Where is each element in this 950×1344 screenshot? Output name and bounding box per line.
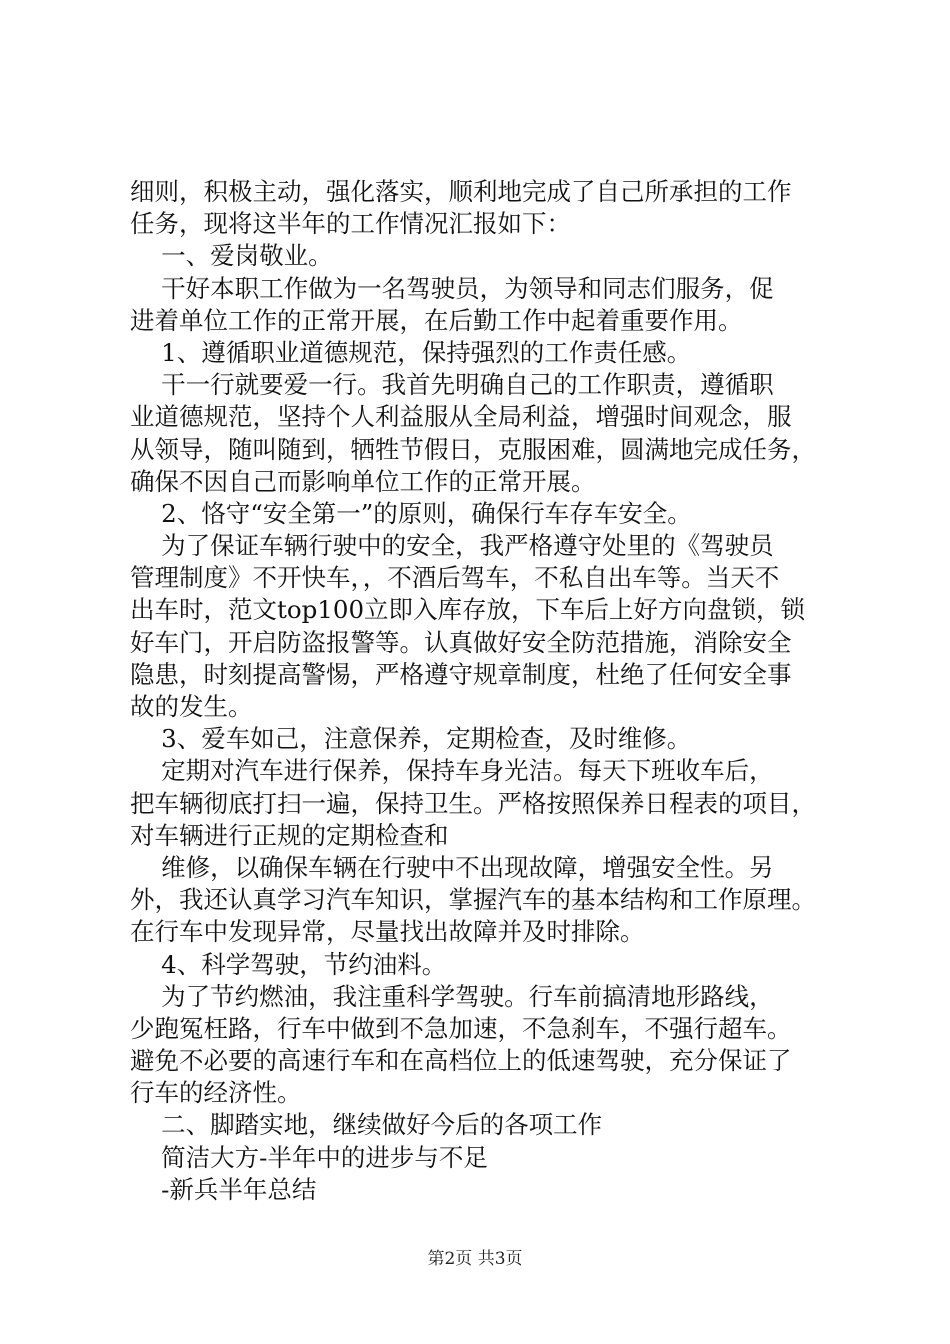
text-line: 隐患，时刻提高警惕，严格遵守规章制度，杜绝了任何安全事 bbox=[130, 659, 792, 689]
text-line: 把车辆彻底打扫一遍，保持卫生。严格按照保养日程表的项目， bbox=[130, 788, 816, 818]
text-line: 维修，以确保车辆在行驶中不出现故障，增强安全性。另 bbox=[130, 852, 774, 882]
text-line: 二、脚踏实地，继续做好今后的各项工作 bbox=[130, 1110, 603, 1140]
document-body bbox=[130, 176, 830, 1206]
text-line: 出车时，范文top100立即入库存放，下车后上好方向盘锁，锁 bbox=[130, 595, 806, 625]
text-line: 为了节约燃油，我注重科学驾驶。行车前搞清地形路线， bbox=[130, 981, 774, 1011]
text-line: 为了保证车辆行驶中的安全，我严格遵守处里的《驾驶员 bbox=[130, 531, 774, 561]
text-line: 任务，现将这半年的工作情况汇报如下： bbox=[130, 209, 571, 239]
text-line: 进着单位工作的正常开展，在后勤工作中起着重要作用。 bbox=[130, 305, 743, 335]
text-line: 在行车中发现异常，尽量找出故障并及时排除。 bbox=[130, 917, 645, 947]
text-line: 定期对汽车进行保养，保持车身光洁。每天下班收车后， bbox=[130, 756, 774, 786]
text-line: 故的发生。 bbox=[130, 692, 253, 721]
text-line: 3、爱车如己，注意保养，定期检查，及时维修。 bbox=[130, 724, 692, 754]
text-line: -新兵半年总结 bbox=[130, 1174, 317, 1204]
page-footer: 第2页 共3页 bbox=[427, 1249, 523, 1269]
text-line: 确保不因自己而影响单位工作的正常开展。 bbox=[130, 466, 596, 496]
text-line: 从领导，随叫随到，牺牲节假日，克服困难，圆满地完成任务， bbox=[130, 434, 816, 464]
text-line: 2、恪守“安全第一”的原则，确保行车存车安全。 bbox=[130, 498, 692, 528]
text-line: 好车门，开启防盗报警等。认真做好安全防范措施，消除安全 bbox=[130, 627, 792, 657]
text-line: 简洁大方-半年中的进步与不足 bbox=[130, 1142, 488, 1172]
text-line: 业道德规范，坚持个人利益服从全局利益，增强时间观念，服 bbox=[130, 402, 792, 432]
text-line: 外，我还认真学习汽车知识，掌握汽车的基本结构和工作原理。 bbox=[130, 885, 816, 915]
text-line: 避免不必要的高速行车和在高档位上的低速驾驶，充分保证了 bbox=[130, 1046, 792, 1076]
text-line: 对车辆进行正规的定期检查和 bbox=[130, 820, 449, 850]
text-line: 管理制度》不开快车，，不酒后驾车，不私自出车等。当天不 bbox=[130, 563, 780, 593]
text-line: 一、爱岗敬业。 bbox=[130, 241, 333, 271]
text-line: 行车的经济性。 bbox=[130, 1078, 302, 1108]
text-line: 少跑冤枉路，行车中做到不急加速，不急刹车，不强行超车。 bbox=[130, 1013, 792, 1043]
text-line: 1、遵循职业道德规范，保持强烈的工作责任感。 bbox=[130, 337, 692, 367]
text-line: 干好本职工作做为一名驾驶员，为领导和同志们服务，促 bbox=[130, 273, 774, 303]
text-line: 细则，积极主动，强化落实，顺利地完成了自己所承担的工作 bbox=[130, 177, 792, 206]
text-line: 干一行就要爱一行。我首先明确自己的工作职责，遵循职 bbox=[130, 370, 774, 400]
text-line: 4、科学驾驶，节约油料。 bbox=[130, 949, 447, 979]
